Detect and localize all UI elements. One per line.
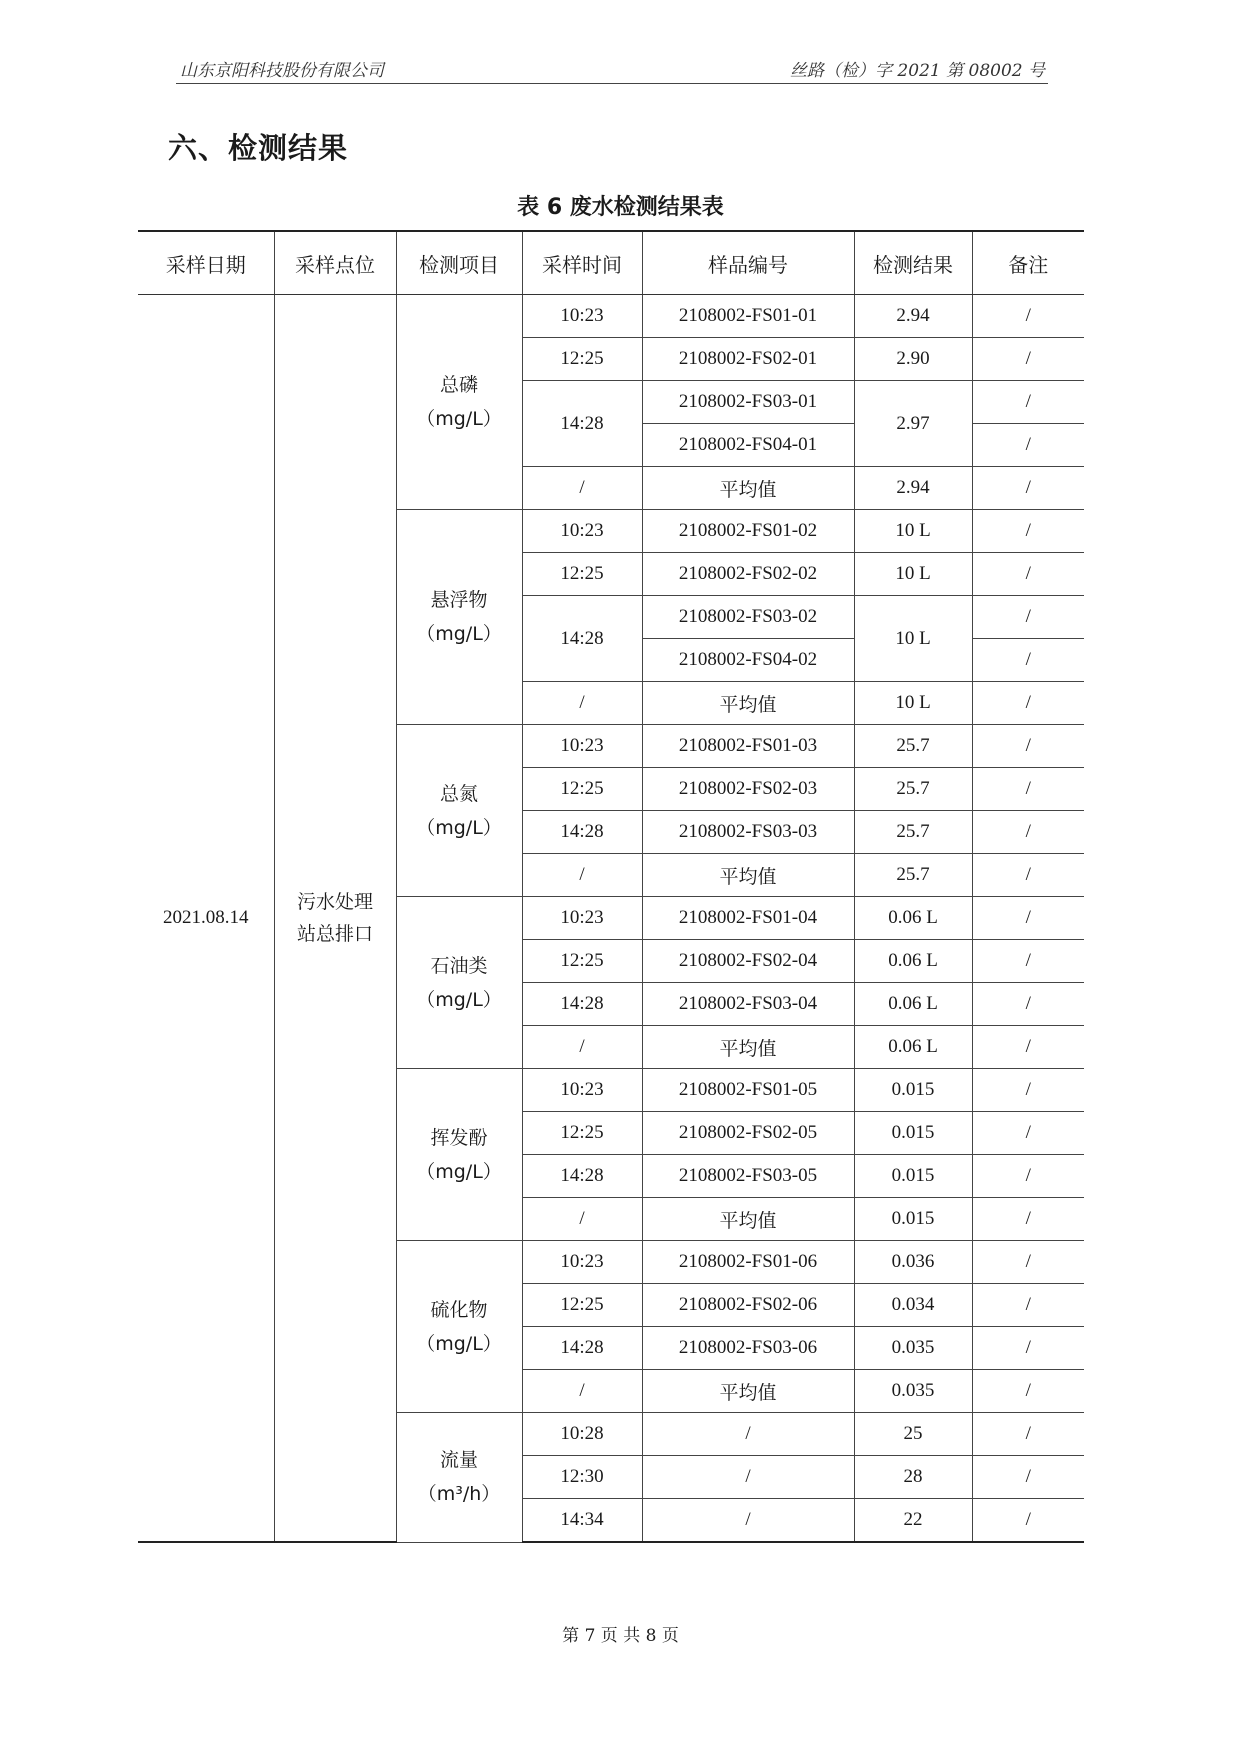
sample-id: 2108002-FS01-05 xyxy=(642,1069,854,1112)
sample-id: 2108002-FS02-03 xyxy=(642,768,854,811)
remark: / xyxy=(972,897,1084,940)
sample-id: 2108002-FS01-01 xyxy=(642,295,854,338)
remark: / xyxy=(972,725,1084,768)
item-name: 石油类 xyxy=(430,954,488,977)
item-name: 悬浮物 xyxy=(430,589,488,611)
remark: / xyxy=(972,338,1084,381)
sample-id: 2108002-FS04-01 xyxy=(642,424,854,467)
test-result: 25.7 xyxy=(854,811,972,854)
remark: / xyxy=(972,1112,1084,1155)
test-item xyxy=(396,1069,522,1241)
test-result: 10 L xyxy=(854,682,972,725)
test-item xyxy=(396,1413,522,1543)
test-result: 2.90 xyxy=(854,338,972,381)
test-result: 0.015 xyxy=(854,1112,972,1155)
test-result: 0.06 L xyxy=(854,940,972,983)
report-number: 丝路（检）字 2021 第 08002 号 xyxy=(790,61,1045,81)
sample-id: 2108002-FS02-04 xyxy=(642,940,854,983)
sample-time: 12:25 xyxy=(522,940,642,983)
test-item xyxy=(396,897,522,1069)
test-result: 2.94 xyxy=(854,295,972,338)
header-divider xyxy=(176,83,1048,84)
page-footer: 第 7 页 共 8 页 xyxy=(562,1626,679,1646)
sample-time: / xyxy=(522,854,642,897)
sample-id: 2108002-FS03-02 xyxy=(642,596,854,639)
remark: / xyxy=(972,1069,1084,1112)
test-result: 22 xyxy=(854,1499,972,1543)
sample-id: 2108002-FS01-02 xyxy=(642,510,854,553)
sample-id: 2108002-FS03-05 xyxy=(642,1155,854,1198)
test-result: 0.035 xyxy=(854,1370,972,1413)
remark: / xyxy=(972,854,1084,897)
sample-id: 2108002-FS02-02 xyxy=(642,553,854,596)
item-unit: （mg/L） xyxy=(416,1332,502,1355)
remark: / xyxy=(972,510,1084,553)
item-unit: （mg/L） xyxy=(416,1160,502,1183)
item-unit: （mg/L） xyxy=(416,408,502,430)
remark: / xyxy=(972,1370,1084,1413)
sample-time: 10:28 xyxy=(522,1413,642,1456)
item-name: 总氮 xyxy=(439,782,478,805)
sample-id: 2108002-FS02-05 xyxy=(642,1112,854,1155)
sample-time: 10:23 xyxy=(522,897,642,940)
remark: / xyxy=(972,295,1084,338)
sample-time: 14:34 xyxy=(522,1499,642,1543)
sample-id: 2108002-FS03-04 xyxy=(642,983,854,1026)
sample-time: 12:25 xyxy=(522,768,642,811)
sample-id: / xyxy=(642,1456,854,1499)
test-result: 10 L xyxy=(854,510,972,553)
item-name: 总磷 xyxy=(439,374,478,396)
sample-time: / xyxy=(522,1026,642,1069)
test-result: 25 xyxy=(854,1413,972,1456)
remark: / xyxy=(972,1026,1084,1069)
test-result: 25.7 xyxy=(854,725,972,768)
section-title: 六、检测结果 xyxy=(168,131,349,165)
test-result: 10 L xyxy=(854,596,972,682)
test-result: 0.06 L xyxy=(854,1026,972,1069)
column-header: 采样点位 xyxy=(274,231,396,295)
test-result: 25.7 xyxy=(854,768,972,811)
test-result: 0.015 xyxy=(854,1155,972,1198)
sample-id: 2108002-FS03-01 xyxy=(642,381,854,424)
sample-id: / xyxy=(642,1499,854,1543)
sample-id: 2108002-FS03-06 xyxy=(642,1327,854,1370)
remark: / xyxy=(972,596,1084,639)
test-result: 0.06 L xyxy=(854,897,972,940)
sample-id: 2108002-FS01-04 xyxy=(642,897,854,940)
sample-time: / xyxy=(522,1370,642,1413)
test-item xyxy=(396,510,522,725)
sample-time: 12:25 xyxy=(522,1112,642,1155)
remark: / xyxy=(972,1413,1084,1456)
test-result: 0.034 xyxy=(854,1284,972,1327)
average-label: 平均值 xyxy=(642,854,854,897)
test-result: 2.94 xyxy=(854,467,972,510)
test-result: 10 L xyxy=(854,553,972,596)
remark: / xyxy=(972,983,1084,1026)
remark: / xyxy=(972,1284,1084,1327)
sample-id: 2108002-FS02-01 xyxy=(642,338,854,381)
column-header: 检测项目 xyxy=(396,231,522,295)
remark: / xyxy=(972,467,1084,510)
remark: / xyxy=(972,768,1084,811)
remark: / xyxy=(972,424,1084,467)
test-result: 25.7 xyxy=(854,854,972,897)
test-item xyxy=(396,1241,522,1413)
average-label: 平均值 xyxy=(642,682,854,725)
sample-id: 2108002-FS01-06 xyxy=(642,1241,854,1284)
item-name: 硫化物 xyxy=(430,1298,488,1321)
sample-time: 10:23 xyxy=(522,725,642,768)
sample-time: 14:28 xyxy=(522,381,642,467)
sampling-date: 2021.08.14 xyxy=(138,295,274,1543)
sample-time: / xyxy=(522,682,642,725)
item-unit: （mg/L） xyxy=(416,816,502,839)
remark: / xyxy=(972,1327,1084,1370)
sample-time: 12:25 xyxy=(522,1284,642,1327)
results-table xyxy=(138,230,1084,1543)
sample-time: / xyxy=(522,467,642,510)
test-result: 0.06 L xyxy=(854,983,972,1026)
column-header: 备注 xyxy=(972,231,1084,295)
remark: / xyxy=(972,381,1084,424)
sample-time: 10:23 xyxy=(522,1241,642,1284)
sample-time: 12:25 xyxy=(522,553,642,596)
sample-time: 14:28 xyxy=(522,811,642,854)
sample-id: 2108002-FS01-03 xyxy=(642,725,854,768)
column-header: 样品编号 xyxy=(642,231,854,295)
sample-time: / xyxy=(522,1198,642,1241)
sample-time: 10:23 xyxy=(522,510,642,553)
column-header: 采样日期 xyxy=(138,231,274,295)
sample-time: 10:23 xyxy=(522,1069,642,1112)
remark: / xyxy=(972,553,1084,596)
test-result: 0.015 xyxy=(854,1069,972,1112)
sample-time: 12:25 xyxy=(522,338,642,381)
average-label: 平均值 xyxy=(642,1026,854,1069)
test-result: 0.015 xyxy=(854,1198,972,1241)
remark: / xyxy=(972,940,1084,983)
table-header-row xyxy=(138,231,1084,295)
test-result: 2.97 xyxy=(854,381,972,467)
item-name: 流量 xyxy=(439,1449,478,1472)
company-name: 山东京阳科技股份有限公司 xyxy=(180,61,384,81)
remark: / xyxy=(972,1198,1084,1241)
average-label: 平均值 xyxy=(642,467,854,510)
sample-time: 14:28 xyxy=(522,1155,642,1198)
test-result: 0.036 xyxy=(854,1241,972,1284)
remark: / xyxy=(972,1456,1084,1499)
sample-time: 14:28 xyxy=(522,983,642,1026)
sample-id: / xyxy=(642,1413,854,1456)
sample-id: 2108002-FS03-03 xyxy=(642,811,854,854)
test-item xyxy=(396,295,522,510)
remark: / xyxy=(972,811,1084,854)
item-name: 挥发酚 xyxy=(430,1126,488,1149)
sample-time: 14:28 xyxy=(522,596,642,682)
item-unit: （m³/h） xyxy=(417,1483,501,1506)
sample-time: 14:28 xyxy=(522,1327,642,1370)
remark: / xyxy=(972,1241,1084,1284)
test-result: 0.035 xyxy=(854,1327,972,1370)
item-unit: （mg/L） xyxy=(416,623,502,645)
sample-id: 2108002-FS04-02 xyxy=(642,639,854,682)
sample-id: 2108002-FS02-06 xyxy=(642,1284,854,1327)
remark: / xyxy=(972,1499,1084,1543)
sample-time: 10:23 xyxy=(522,295,642,338)
sample-time: 12:30 xyxy=(522,1456,642,1499)
remark: / xyxy=(972,682,1084,725)
test-item xyxy=(396,725,522,897)
table-caption: 表 6 废水检测结果表 xyxy=(517,195,724,220)
table-row xyxy=(138,295,1084,338)
item-unit: （mg/L） xyxy=(416,988,502,1011)
average-label: 平均值 xyxy=(642,1198,854,1241)
column-header: 采样时间 xyxy=(522,231,642,295)
column-header: 检测结果 xyxy=(854,231,972,295)
remark: / xyxy=(972,639,1084,682)
remark: / xyxy=(972,1155,1084,1198)
sampling-site: 污水处理站总排口 xyxy=(274,295,396,1543)
average-label: 平均值 xyxy=(642,1370,854,1413)
test-result: 28 xyxy=(854,1456,972,1499)
